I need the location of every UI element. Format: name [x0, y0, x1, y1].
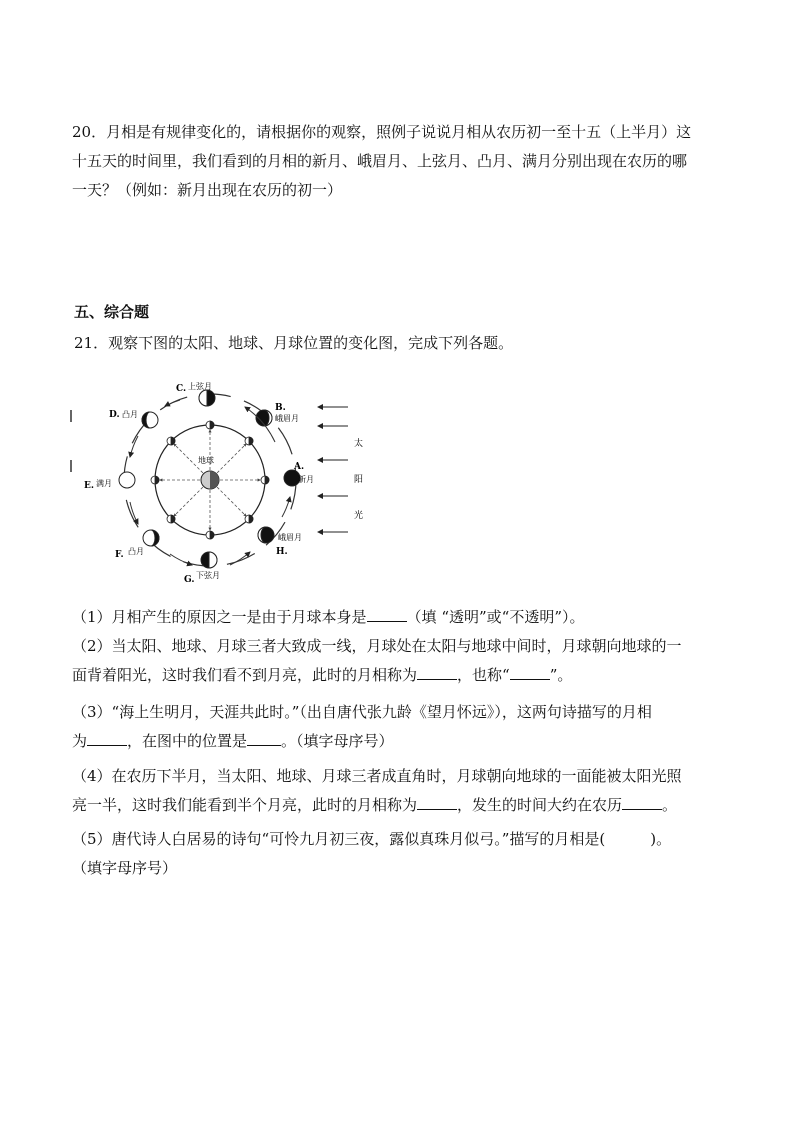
moon-d-gibbous — [142, 412, 158, 428]
s2-blank-1[interactable] — [417, 666, 457, 680]
label-c-letter: C. — [176, 384, 187, 394]
label-c-name: 上弦月 — [188, 382, 212, 391]
s3-text-b: ，在图中的位置是 — [127, 732, 248, 750]
label-e-name: 满月 — [96, 479, 112, 488]
s2-text-c: ”。 — [549, 666, 573, 684]
moon-e-full — [119, 472, 135, 488]
s3-text-a: 为 — [72, 732, 88, 750]
label-g-letter: G. — [184, 575, 195, 585]
s4-blank-2[interactable] — [622, 796, 662, 810]
section-title: 五、综合题 — [74, 303, 150, 321]
s4-line-1: （4）在农历下半月，当太阳、地球、月球三者成直角时，月球朝向地球的一面能被太阳光照 — [72, 767, 682, 785]
sun-label-1: 太 — [354, 439, 364, 449]
label-d-letter: D. — [109, 410, 120, 420]
subquestion-3 — [72, 698, 732, 756]
subquestion-1 — [72, 603, 732, 632]
s3-blank-2[interactable] — [247, 732, 281, 746]
question-20 — [72, 118, 727, 205]
q20-line-1: 20．月相是有规律变化的，请根据你的观察，照例子说说月相从农历初一至十五（上半月）这 — [72, 123, 692, 141]
label-d-name: 凸月 — [122, 410, 138, 419]
subquestion-4 — [72, 762, 732, 820]
s3-line-1: （3）“海上生明月，天涯共此时。”（出自唐代张九龄《望月怀远》），这两句诗描写的月相 — [72, 703, 652, 721]
s4-text-a: 亮一半，这时我们能看到半个月亮，此时的月相称为 — [72, 796, 418, 814]
earth-label: 地球 — [198, 456, 214, 465]
label-h-name: 峨眉月 — [278, 533, 302, 542]
label-e-letter: E. — [84, 481, 94, 491]
moon-h-crescent — [258, 527, 274, 543]
question-21-title: 21．观察下图的太阳、地球、月球位置的变化图，完成下列各题。 — [74, 334, 514, 352]
label-a-letter: A. — [294, 462, 305, 472]
s2-line-1: （2）当太阳、地球、月球三者大致成一线，月球处在太阳与地球中间时，月球朝向地球的一 — [72, 637, 682, 655]
q20-line-2: 十五天的时间里，我们看到的月相的新月、峨眉月、上弦月、凸月、满月分别出现在农历的哪 — [72, 152, 688, 170]
s5-line-1: （5）唐代诗人白居易的诗句“可怜九月初三夜，露似真珠月似弓。”描写的月相是( )。 — [72, 830, 672, 848]
label-a-name: 新月 — [298, 475, 314, 484]
s4-text-b: ，发生的时间大约在农历 — [457, 796, 623, 814]
label-g-name: 下弦月 — [196, 571, 220, 580]
sun-label-3: 光 — [354, 511, 364, 521]
s2-text-b: ，也称“ — [457, 666, 510, 684]
moon-g-last-quarter — [201, 552, 217, 568]
subquestion-2 — [72, 632, 732, 690]
q20-line-3: 一天？（例如：新月出现在农历的初一） — [72, 181, 343, 199]
label-f-letter: F. — [115, 550, 124, 560]
moon-phase-diagram — [70, 372, 370, 590]
label-h-letter: H. — [276, 547, 288, 557]
s1-blank[interactable] — [367, 608, 407, 622]
s1-text-b: （填 “透明”或“不透明”）。 — [406, 608, 585, 626]
s3-blank-1[interactable] — [87, 732, 127, 746]
s2-blank-2[interactable] — [510, 666, 550, 680]
s4-text-c: 。 — [662, 796, 678, 814]
sun-label-2: 阳 — [354, 475, 364, 485]
s1-text-a: （1）月相产生的原因之一是由于月球本身是 — [72, 608, 367, 626]
label-b-letter: B. — [275, 403, 286, 413]
label-f-name: 凸月 — [128, 547, 144, 556]
label-b-name: 峨眉月 — [275, 414, 299, 423]
s2-text-a: 面背着阳光，这时我们看不到月亮，此时的月相称为 — [72, 666, 418, 684]
moon-f-gibbous — [143, 530, 159, 546]
s5-line-2: （填字母序号） — [72, 859, 178, 877]
subquestion-5 — [72, 825, 732, 883]
moon-c-first-quarter — [199, 390, 215, 406]
s4-blank-1[interactable] — [417, 796, 457, 810]
s3-text-c: 。（填字母序号） — [281, 732, 394, 750]
